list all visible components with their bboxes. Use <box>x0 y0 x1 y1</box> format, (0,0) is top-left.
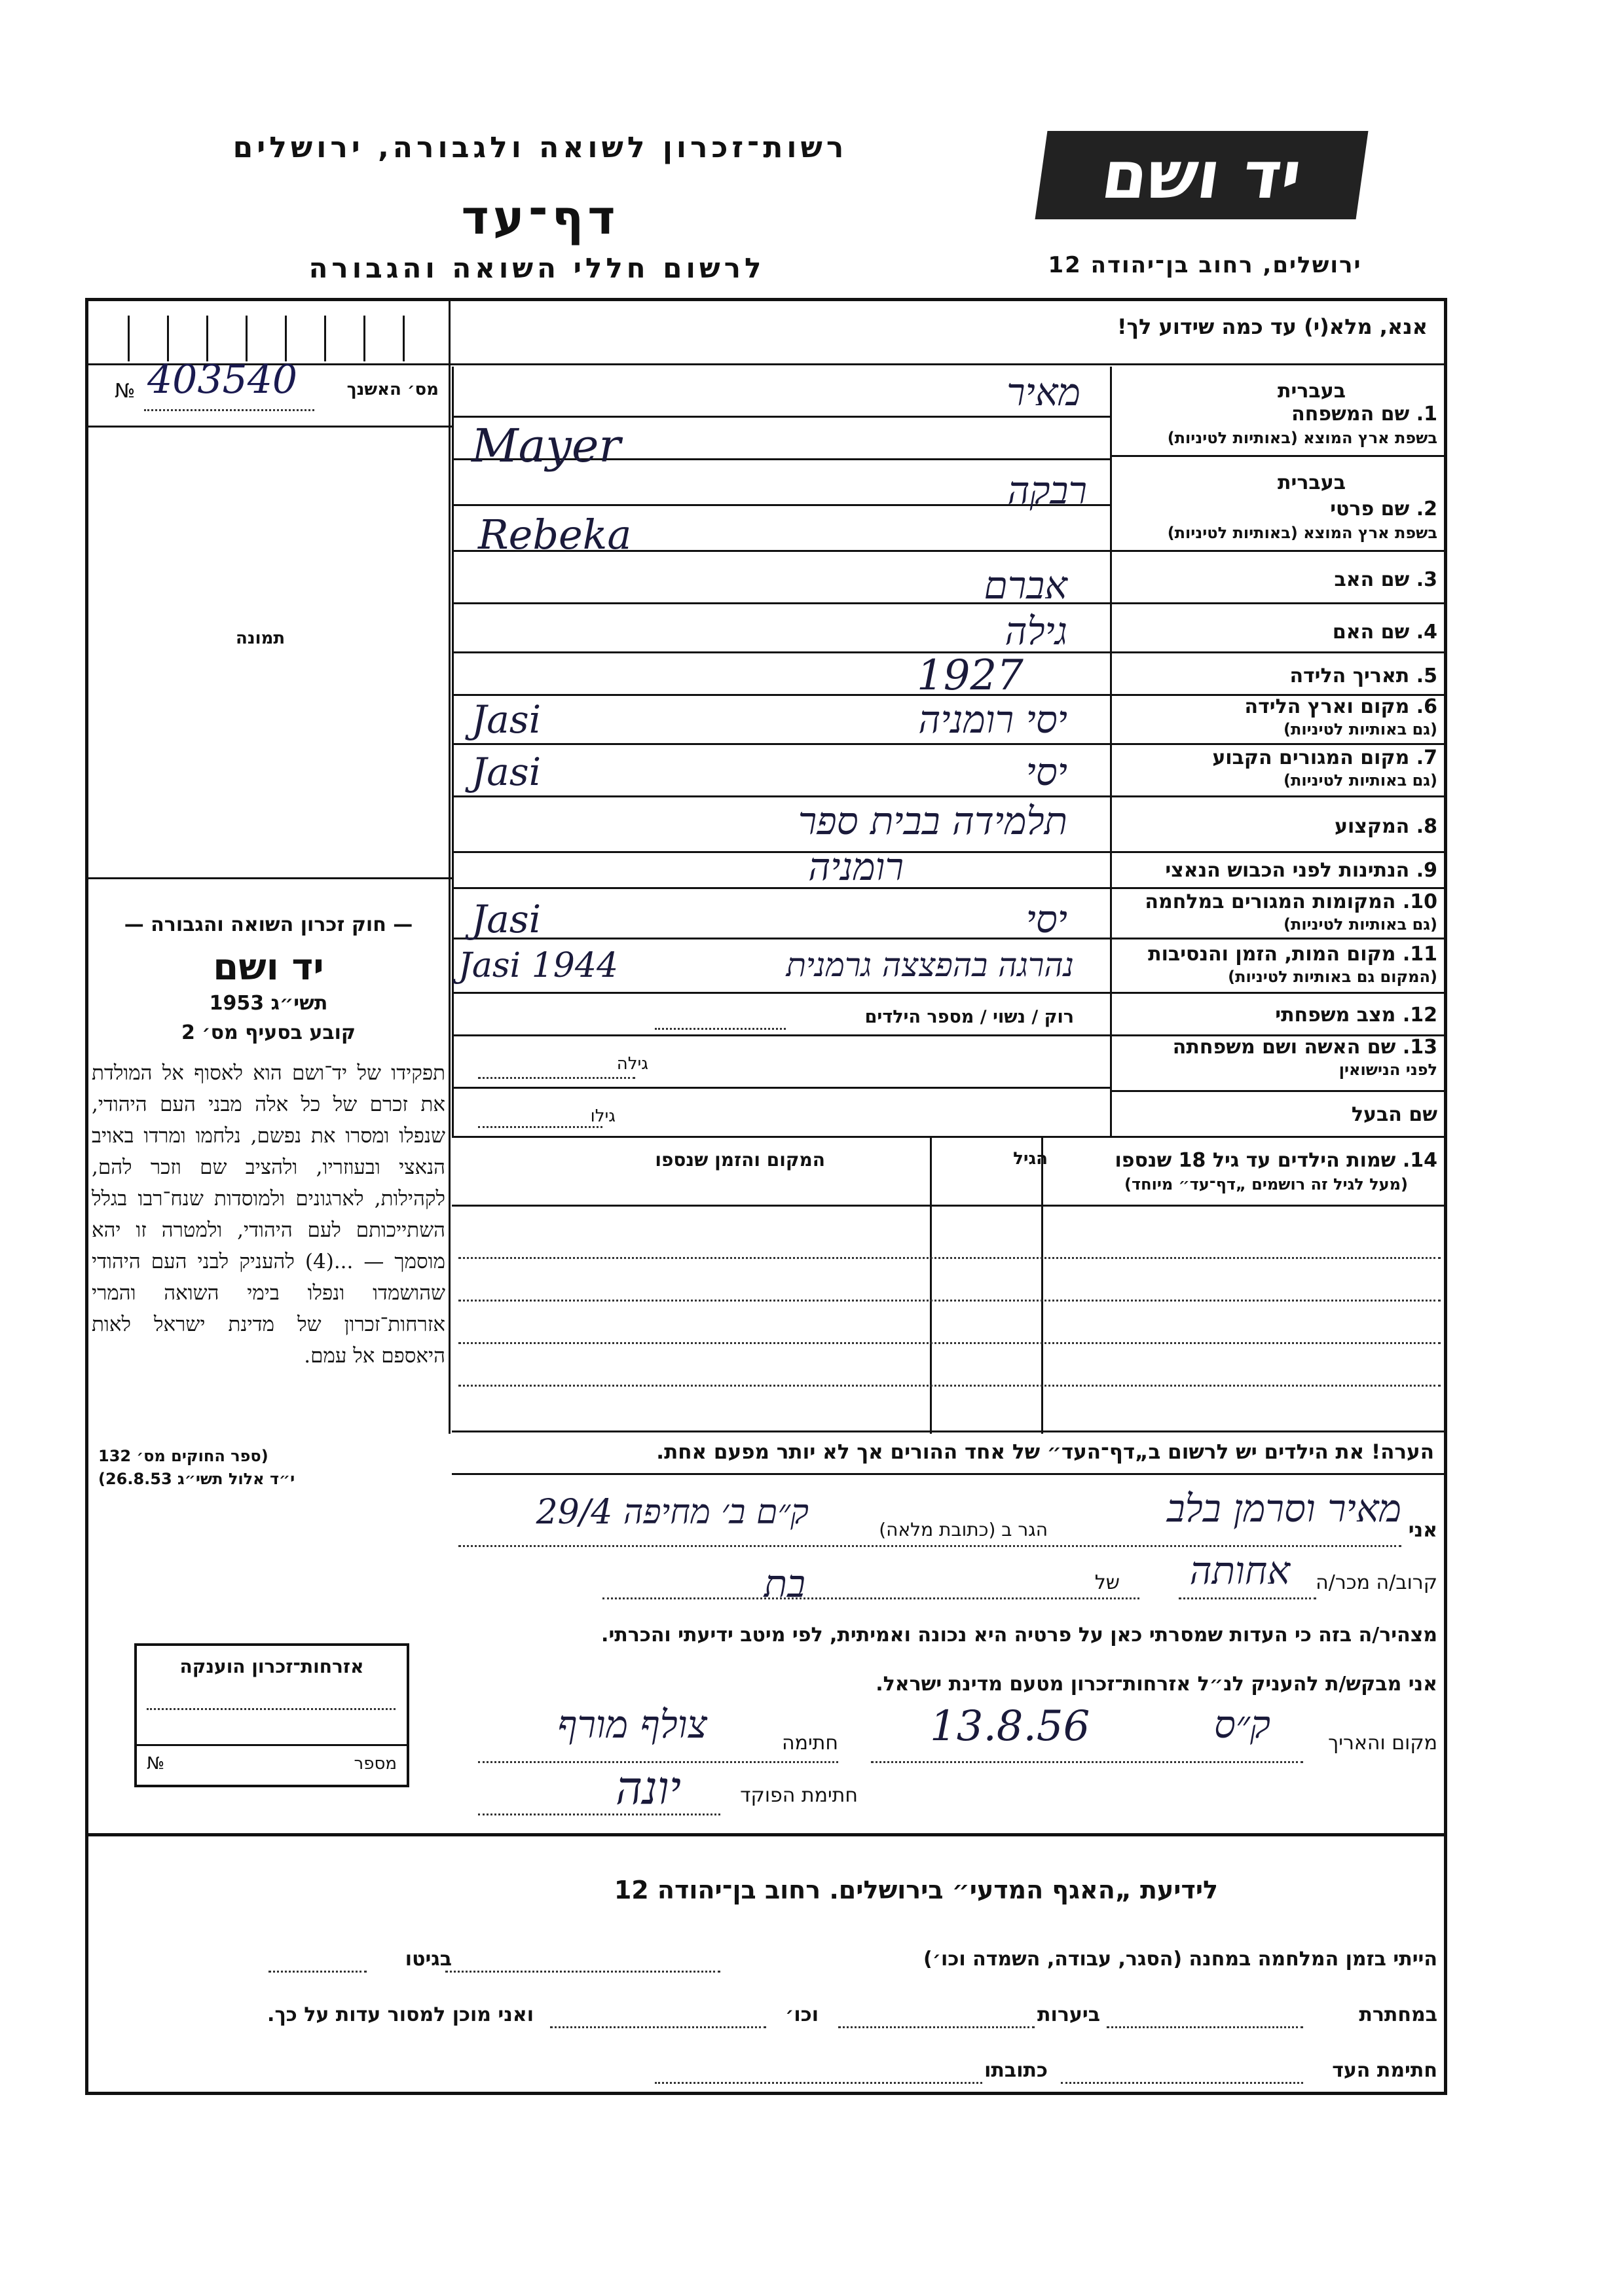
f1-label: 1. שם המשפחה <box>1291 403 1437 426</box>
date-value: 13.8.56 <box>930 1702 1090 1751</box>
officer-signature-value: יונה <box>615 1761 681 1815</box>
law-clause: קובע בסעיף מס׳ 2 <box>181 1021 356 1044</box>
f8-label: 8. המקצוע <box>1335 815 1437 838</box>
f2-hebrew-tag: בעברית <box>1278 471 1346 494</box>
f11-latin-value: Jasi 1944 <box>458 946 619 985</box>
tick-marks <box>108 302 449 361</box>
f10-hebrew-value: יסי <box>1025 897 1067 941</box>
footer-line3-a: חתימת העד <box>1332 2059 1437 2082</box>
f7-sub: (גם באותיות לטיניות) <box>1283 771 1437 790</box>
citizenship-box-no: № <box>147 1754 165 1774</box>
f2-label: 2. שם פרטי <box>1330 498 1437 520</box>
husband-label: שם הבעל <box>1351 1103 1437 1126</box>
law-title: — חוק זכרון השואה והגבורה — <box>124 913 413 936</box>
law-body: תפקידו של יד־ושם הוא לאסוף אל המולדת את זכרם של כל אלה מבני העם היהודי, שנפלו ומסרו את נפשם, נלחמו ומרדו באויב הנאצי ובעוזריו, ולהציב שם וזכר להם, לקהילות, לארגונים ולמוסדות שנח־רבו בגלל השתייכותם לעם היהודי, ולמטרה זו יהא מוסמך — ...(4) להעניק לבני העם היהודי שהושמדו ונפלו בימי השואה והמרי אזרחות־זכרון של מדינת ישראל לאות היאספם אל עמם. <box>92 1061 445 1368</box>
footer-line1-b: בגיטו <box>405 1948 452 1971</box>
f6-sub: (גם באותיות לטיניות) <box>1283 720 1437 738</box>
f8-value: תלמידה בבית ספר <box>798 799 1067 843</box>
f14-place-label: המקום והזמן שנספו <box>655 1149 825 1171</box>
f13-label: 13. שם האשה ושם משפחתה <box>1172 1036 1437 1059</box>
authority-title: רשות־זכרון לשואה ולגבורה, ירושלים <box>232 131 848 164</box>
f13-sub: לפני הנישואין <box>1338 1061 1437 1079</box>
f7-latin-value: Jasi <box>471 750 542 794</box>
husband-age-label: גילו <box>590 1106 616 1126</box>
f7-hebrew-value: יסי <box>1025 750 1067 794</box>
declaration-statement: מצהיר/ה בזה כי העדות שמסרתי כאן על פרטיה היא נכונה ואמיתית, לפי מיטב ידיעתי והכרתי. <box>601 1624 1437 1647</box>
declaration-address: ק״ם ב׳ מחיפה 29/4 <box>536 1493 809 1532</box>
f14-label: 14. שמות הילדים עד גיל 18 שנספו <box>1115 1149 1437 1172</box>
declaration-relative-label: קרוב/ה מכר/ה <box>1316 1571 1437 1594</box>
f10-latin-value: Jasi <box>471 897 542 941</box>
footer-title: לידיעת „האגף המדעי״ בירושלים. רחוב בן־יהודה 12 <box>614 1876 1218 1904</box>
f7-label: 7. מקום המגורים הקבוע <box>1212 746 1437 769</box>
f5-label: 5. תאריך הלידה <box>1289 665 1437 687</box>
f11-sub: (המקום גם באותיות לטיניות) <box>1228 968 1437 986</box>
place-value: ק״ס <box>1213 1702 1270 1747</box>
f6-latin-value: Jasi <box>471 697 542 742</box>
left-column-divider <box>449 298 451 1434</box>
f3-value: אברם <box>984 563 1067 608</box>
photo-label: תמונה <box>236 629 286 648</box>
declaration-i-label: אני <box>1408 1519 1437 1542</box>
f2-hebrew-value: רבקה <box>1007 468 1087 513</box>
header-address: ירושלים, רחוב בן־יהודה 12 <box>1048 252 1362 278</box>
f14-sub: (מעל לגיל זה רושמים „דף־עד״ מיוחד) <box>1124 1175 1408 1194</box>
footer-line1-a: הייתי בזמן המלחמה במחנה (הסגר, עבודה, השמדה וכו׳) <box>923 1948 1437 1971</box>
f1-sub: בשפת ארץ המוצא (באותיות לטיניות) <box>1167 429 1437 447</box>
declaration-i-name: מאיר וסרמן בלב <box>1166 1486 1401 1531</box>
place-date-label: מקום והאריך <box>1328 1732 1437 1755</box>
instruction-text: אנא, מלא(י) עד כמה שידוע לך! <box>1116 314 1428 339</box>
signature-label: חתימה <box>781 1732 838 1755</box>
citizenship-box <box>134 1643 409 1787</box>
law-year: תשי״ג 1953 <box>209 992 328 1015</box>
f9-value: רומניה <box>808 845 904 889</box>
f12-options: רוק / נשוי / מספר הילדים <box>864 1007 1074 1027</box>
f2-latin-value: Rebeka <box>478 511 632 558</box>
footer-line3-b: כתובתו <box>984 2059 1048 2082</box>
law-ref-2: י״ד אלול תשי״ג 26.8.53) <box>98 1470 295 1488</box>
file-number-value: 403540 <box>147 357 298 403</box>
declaration-request: אני מבקש/ת להעניק לנ״ל אזרחות־זכרון מטעם מדינת ישראל. <box>876 1673 1437 1696</box>
f11-value: נהרגה בהפצצה גרמנית <box>786 946 1074 984</box>
f1-hebrew-tag: בעברית <box>1278 380 1346 403</box>
form-subtitle: לרשום חללי השואה והגבורה <box>308 252 766 284</box>
f1-latin-value: Mayer <box>471 419 621 473</box>
officer-signature-label: חתימת הפוקד <box>740 1784 858 1807</box>
f3-label: 3. שם האב <box>1334 568 1437 591</box>
f4-label: 4. שם האם <box>1332 621 1437 644</box>
law-name: יד ושם <box>213 946 324 989</box>
file-number-label: מס׳ האשנך <box>346 380 439 399</box>
f10-sub: (גם באותיות לטיניות) <box>1283 915 1437 934</box>
note-text: הערה! את הילדים יש לרשום ב„דף־העד״ של אחד ההורים אך לא יותר מפעם אחת. <box>656 1440 1434 1464</box>
form-title: דף־עד <box>461 190 619 245</box>
f6-label: 6. מקום וארץ הלידה <box>1244 695 1437 718</box>
citizenship-box-number-label: מספר <box>354 1754 397 1774</box>
yad-vashem-logo: יד ושם <box>1035 131 1369 219</box>
f12-label: 12. מצב משפחתי <box>1275 1004 1437 1027</box>
declaration-of-value: בת <box>764 1561 805 1606</box>
declaration-resides-label: הגר ב (כתובת מלאה) <box>879 1519 1048 1540</box>
law-ref-1: (ספר החוקים מס׳ 132 <box>98 1447 268 1465</box>
f4-value: גילה <box>1005 609 1067 653</box>
declaration-of-label: של <box>1094 1571 1120 1594</box>
f14-age-label: הגיל <box>1013 1149 1048 1169</box>
signature-value: צולף מורף <box>557 1702 707 1747</box>
f2-sub: בשפת ארץ המוצא (באותיות לטיניות) <box>1167 524 1437 542</box>
file-number-no: № <box>115 380 136 403</box>
f10-label: 10. המקומות המגורים במלחמה <box>1145 890 1437 913</box>
f13-age-label: גילה <box>616 1054 648 1074</box>
f5-value: 1927 <box>917 651 1024 700</box>
footer-line2-d: ואני מוכן למסור עדות על כך. <box>267 2003 534 2026</box>
footer-line2-b: ביערות <box>1037 2003 1100 2026</box>
declaration-relation: אחותה <box>1189 1548 1290 1593</box>
f9-label: 9. הנתינות לפני הכבוש הנאצי <box>1165 859 1437 882</box>
citizenship-box-title: אזרחות־זכרון הוענקה <box>179 1656 364 1677</box>
f6-hebrew-value: יסי רומניה <box>918 697 1067 742</box>
f11-label: 11. מקום המות, הזמן והנסיבות <box>1148 943 1437 966</box>
label-column-divider <box>1110 367 1112 1136</box>
f1-hebrew-value: מאיר <box>1006 370 1080 414</box>
footer-line2-a: במחתרת <box>1359 2003 1437 2026</box>
footer-line2-c: וכו׳ <box>785 2003 819 2026</box>
value-column-divider <box>452 367 454 1136</box>
